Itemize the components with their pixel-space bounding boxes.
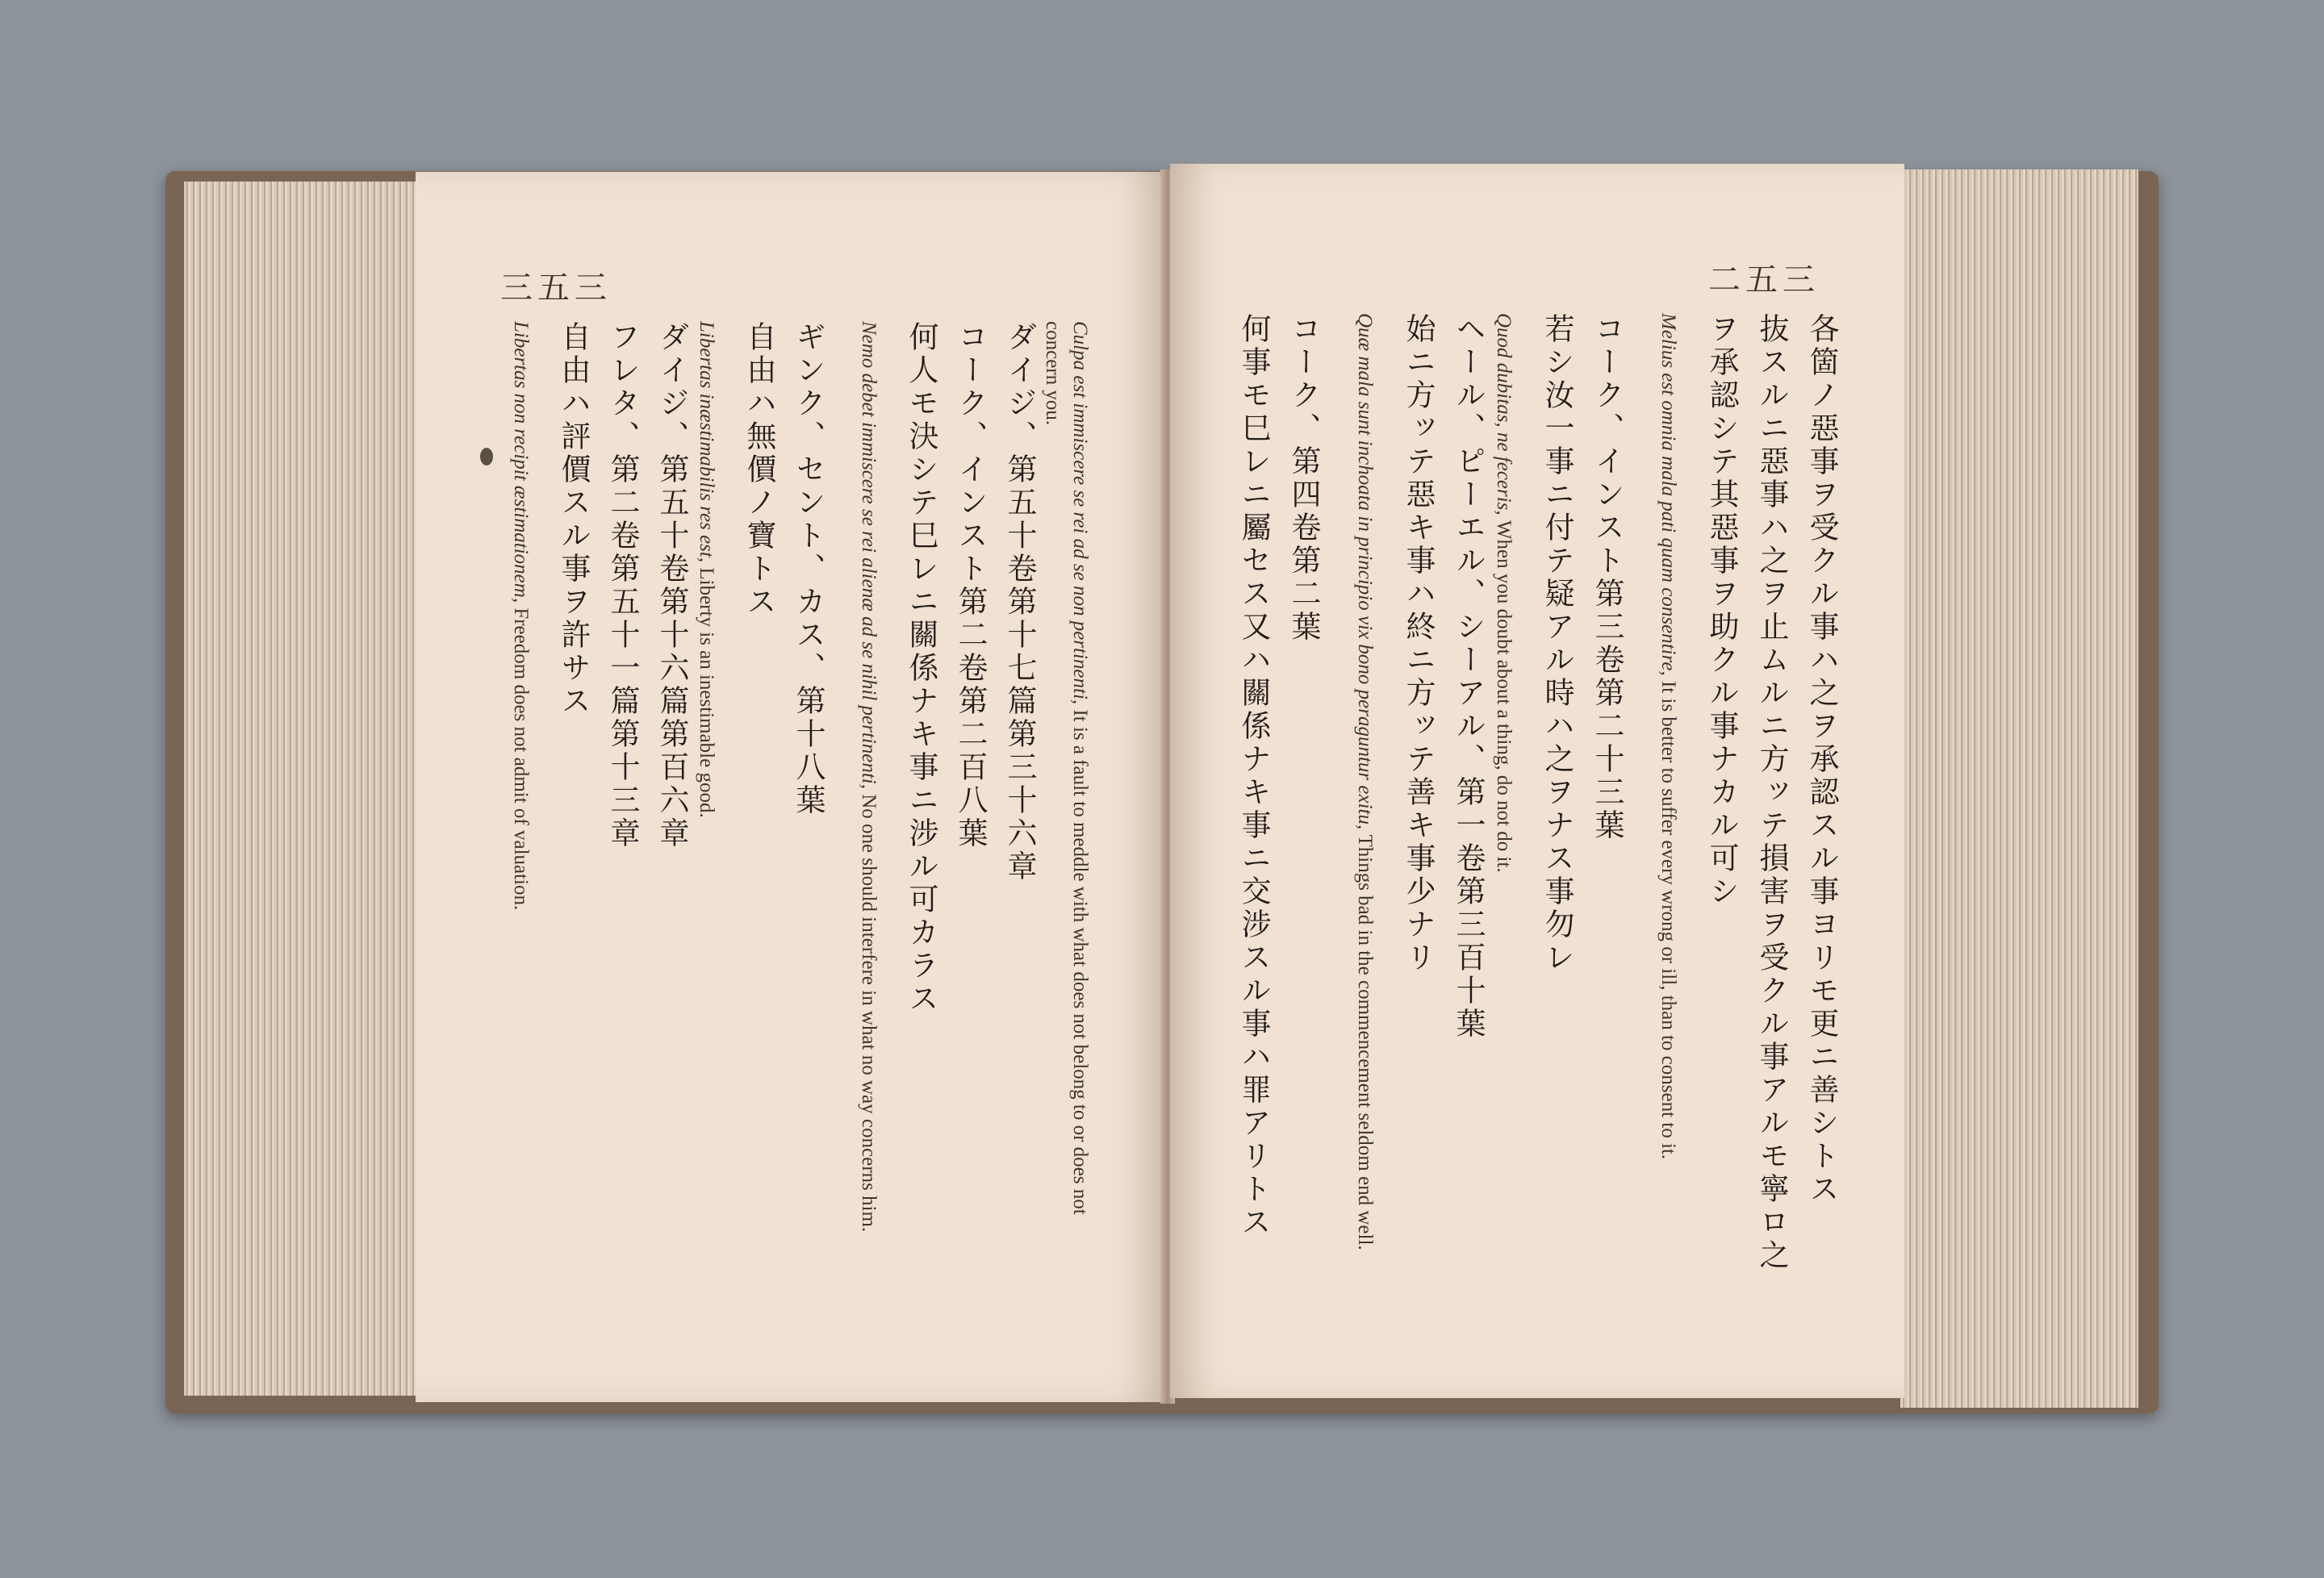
left-latin-maxim: [505, 321, 534, 1273]
left-page: [416, 172, 1166, 1402]
english-translation: Liberty is an inestimable good.: [696, 567, 717, 818]
latin-text: Libertas inæstimabilis res est,: [696, 321, 717, 568]
english-translation: When you doubt about a thing, do not do it.: [1493, 520, 1515, 873]
latin-text: Nemo debet immiscere se rei alienæ ad se nihil pertinenti,: [858, 321, 880, 795]
english-translation: Things bad in the commencement seldom end well.: [1354, 834, 1376, 1250]
right-latin-maxim: [1488, 313, 1517, 1265]
left-text-column: 自由ハ評價スル事ヲ許サス: [556, 321, 591, 718]
left-latin-maxim: [691, 321, 720, 1273]
english-translation: It is better to suffer every wrong or ill, than to consent to it.: [1657, 680, 1679, 1160]
left-page-edges: [184, 182, 426, 1396]
right-text-column: 若シ汝一事ニ付テ疑アル時ハ之ヲナス事勿レ: [1540, 313, 1574, 975]
right-page-edges: [1900, 169, 2138, 1408]
left-page-number: 三五三: [500, 269, 612, 306]
right-page: [1170, 164, 1904, 1398]
english-translation: It is a fault to meddle with what does not belong to or does not concern you.: [1042, 321, 1091, 1215]
english-translation: Freedom does not admit of valuation.: [510, 607, 532, 911]
right-page-number: 二五三: [1708, 261, 1820, 298]
left-text-column: フレタ、第二卷第五十一篇第十三章: [605, 321, 640, 850]
right-text-column: コーク、インスト第三卷第二十三葉: [1590, 313, 1624, 842]
latin-text: Quod dubitas, ne feceris,: [1493, 313, 1515, 520]
left-text-column: コーク、インスト第二卷第二百八葉: [953, 321, 988, 850]
english-translation: No one should interfere in what no way concerns him.: [858, 794, 880, 1233]
left-text-column: ダイジ、第五十卷第十六篇第百六章: [654, 321, 689, 850]
left-latin-maxim: [827, 321, 882, 1273]
right-text-column: ヘール、ピーエル、シーアル、第一卷第三百十葉: [1451, 313, 1486, 1041]
right-text-column: ヲ承認シテ其惡事ヲ助クル事ナカル可シ: [1704, 313, 1739, 908]
right-latin-maxim: [1323, 313, 1378, 1265]
right-text-column: 始ニ方ッテ惡キ事ハ終ニ方ッテ善キ事少ナリ: [1401, 313, 1436, 975]
right-text-column: 抜スルニ惡事ハ之ヲ止ムルニ方ッテ損害ヲ受クル事アルモ寧ロ之: [1754, 313, 1789, 1272]
left-latin-maxim: [1039, 321, 1093, 1273]
left-text-column: ダイジ、第五十卷第十七篇第三十六章: [1002, 321, 1037, 883]
left-text-column: ギンク、セント、カス、第十八葉: [791, 321, 826, 817]
page-hole: [480, 448, 493, 465]
left-text-column: 自由ハ無價ノ寶トス: [742, 321, 776, 619]
latin-text: Quæ mala sunt inchoata in principio vix bono peraguntur exitu,: [1354, 313, 1376, 835]
latin-text: Melius est omnia mala pati quam consentire,: [1657, 313, 1679, 681]
right-text-column: 各箇ノ惡事ヲ受クル事ハ之ヲ承認スル事ヨリモ更ニ善シトス: [1804, 313, 1839, 1206]
latin-text: Libertas non recipit æstimationem,: [510, 321, 532, 608]
right-text-column: コーク、第四卷第二葉: [1286, 313, 1321, 644]
left-text-column: 何人モ決シテ巳レニ關係ナキ事ニ涉ル可カラス: [904, 321, 938, 1016]
right-latin-maxim: [1627, 313, 1682, 1265]
right-text-column: 何事モ巳レニ屬セス又ハ關係ナキ事ニ交涉スル事ハ罪アリトス: [1236, 313, 1271, 1239]
latin-text: Culpa est immiscere se rei ad se non pertinenti,: [1069, 321, 1091, 710]
